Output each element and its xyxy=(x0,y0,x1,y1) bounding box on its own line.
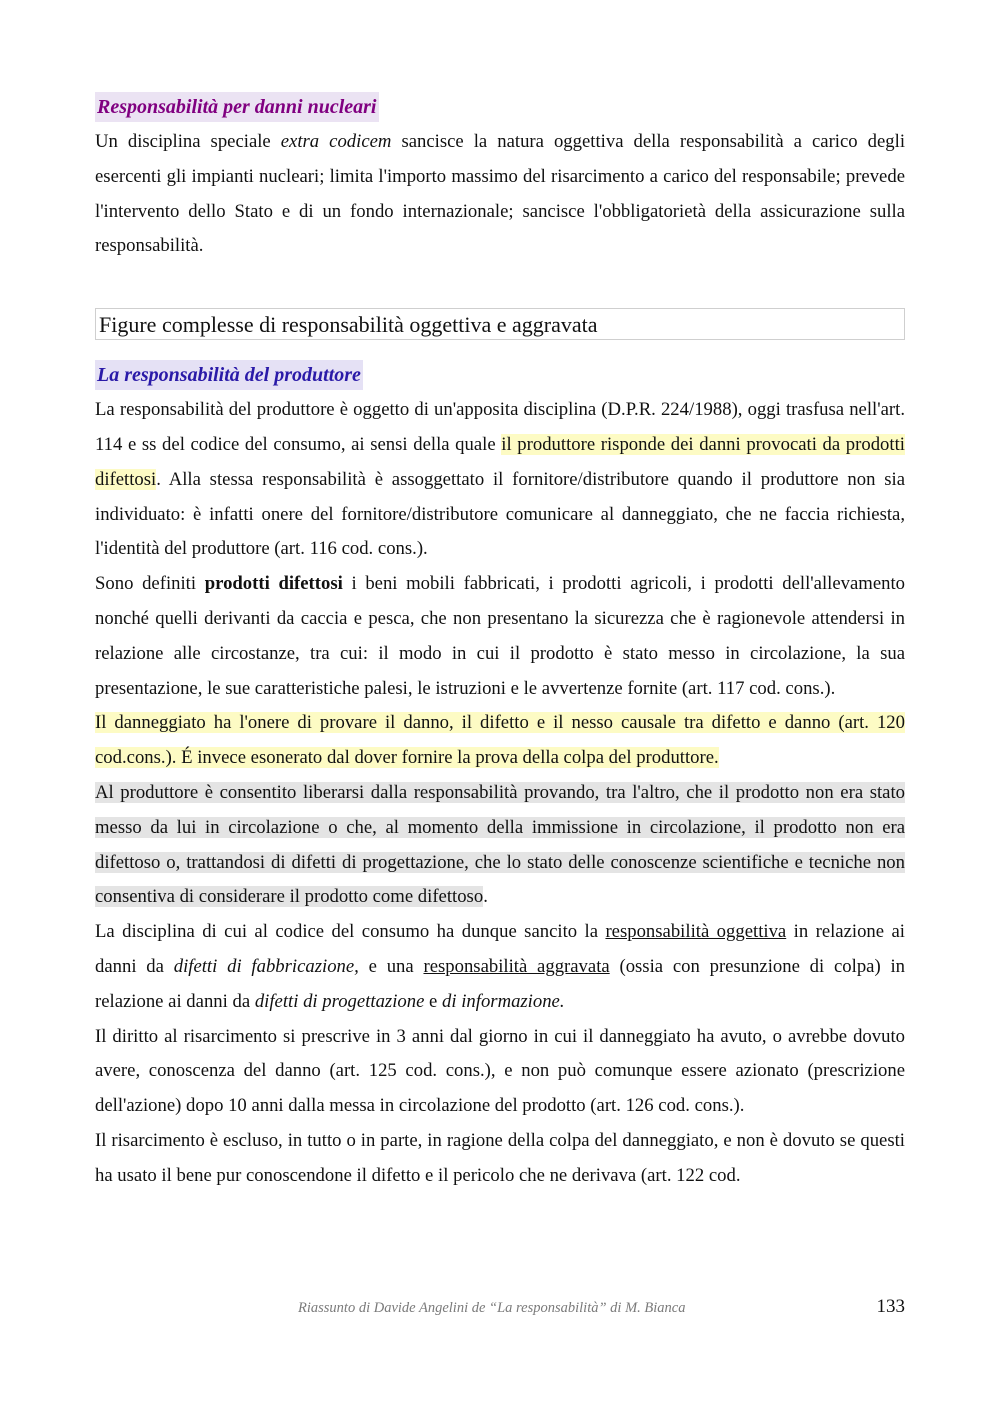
heading-nuclear-damages xyxy=(95,92,905,122)
text-run: sancisce la natura oggettiva della responsabilità a carico degli esercenti gli impianti nucleari; limita l'importo massimo del risarcimento a carico del responsabile; prevede l'intervento dello Stato e di un fondo internazionale; sancisce l'obbligatorietà della assicurazione sulla responsabilità. xyxy=(95,131,906,257)
section-title: Figure complesse di responsabilità oggettiva e aggravata xyxy=(99,312,598,338)
heading-nuclear-text: Responsabilità per danni nucleari xyxy=(95,92,379,122)
paragraph-producer-3 xyxy=(95,706,905,776)
paragraph-producer-2 xyxy=(95,567,905,706)
footer-text: Riassunto di Davide Angelini de “La responsabilità” di M. Bianca xyxy=(298,1300,686,1316)
text-run: e una xyxy=(358,955,424,977)
paragraph-producer-7: Il risarcimento è escluso, in tutto o in parte, in ragione della colpa del danneggiato, e non è dovuto se questi ha usato il bene pur conoscendone il difetto e il pericolo che ne derivava (art. 122 cod. xyxy=(95,1129,905,1186)
text-run: Un disciplina speciale xyxy=(95,131,281,152)
italic-run: extra codicem xyxy=(280,131,392,152)
underlined-term: responsabilità aggravata xyxy=(423,955,610,977)
highlighted-text: Il danneggiato ha l'onere di provare il danno, il difetto e il nesso causale tra difetto e danno (art. 120 cod.cons.). É invece esonerato dal dover fornire la prova della colpa del produttore. xyxy=(95,712,905,769)
heading-producer-text: La responsabilità del produttore xyxy=(95,360,363,390)
highlighted-text: il produttore risponde dei danni provocati da prodotti difettosi xyxy=(95,433,905,490)
paragraph-nuclear xyxy=(95,125,905,264)
gray-highlighted-text: Al produttore è consentito liberarsi dalla responsabilità provando, tra l'altro, che il prodotto non era stato messo da lui in circolazione o che, al momento della immissione in circolazione, il prodotto non era difettoso o, trattandosi di difetti di progettazione, che lo stato delle conoscenze scientifiche e tecniche non consentiva di considerare il prodotto come difettoso xyxy=(95,781,905,908)
text-run: La responsabilità del produttore è oggetto di un'apposita disciplina (D.P.R. 224/1988), oggi trasfusa nell'art. 114 e ss del codice del consumo, ai sensi della quale xyxy=(95,399,905,455)
underlined-term: responsabilità oggettiva xyxy=(605,921,787,943)
text-run: i beni mobili fabbricati, i prodotti agricoli, i prodotti dell'allevamento nonché quelli derivanti da caccia e pesca, che non presentano la sicurezza che è ragionevole attendersi in relazione alle circostanze, tra cui: il modo in cui il prodotto è stato messo in circolazione, la sua presentazione, le sue caratteristiche palesi, le istruzioni e le avvertenze fornite (art. 117 cod. cons.). xyxy=(95,573,905,699)
text-run: . xyxy=(483,886,488,908)
text-run: e xyxy=(424,990,443,1012)
text-run: Sono definiti xyxy=(95,573,205,595)
page-footer xyxy=(0,1296,1000,1326)
italic-run: difetti di fabbricazione, xyxy=(173,955,359,977)
document-page xyxy=(95,92,905,1194)
text-run: La disciplina di cui al codice del consumo ha dunque sancito la xyxy=(95,921,606,943)
page-number: 133 xyxy=(876,1296,905,1317)
heading-producer-liability xyxy=(95,360,905,390)
text-run: (ossia con presunzione di colpa) in relazione ai danni da xyxy=(95,955,906,1012)
text-run: in relazione ai danni da xyxy=(95,921,905,977)
text-run: . Alla stessa responsabilità è assoggettato il fornitore/distributore quando il produttore non sia individuato: è infatti onere del fornitore/distributore comunicare al danneggiato, che ne faccia richiesta, l'identità del produttore (art. 116 cod. cons.). xyxy=(95,468,905,560)
paragraph-producer-4 xyxy=(95,776,905,915)
italic-run: di informazione. xyxy=(442,990,565,1012)
paragraph-producer-5 xyxy=(95,915,905,1019)
paragraph-producer-6: Il diritto al risarcimento si prescrive in 3 anni dal giorno in cui il danneggiato ha avuto, o avrebbe dovuto avere, conoscenza del danno (art. 125 cod. cons.), e non può comunque essere azionato (prescrizione dell'azione) dopo 10 anni dalla messa in circolazione del prodotto (art. 126 cod. cons.). xyxy=(95,1025,905,1117)
section-title-box xyxy=(95,308,905,340)
italic-run: difetti di progettazione xyxy=(254,990,425,1012)
bold-term: prodotti difettosi xyxy=(204,573,343,595)
paragraph-producer-1 xyxy=(95,393,905,567)
